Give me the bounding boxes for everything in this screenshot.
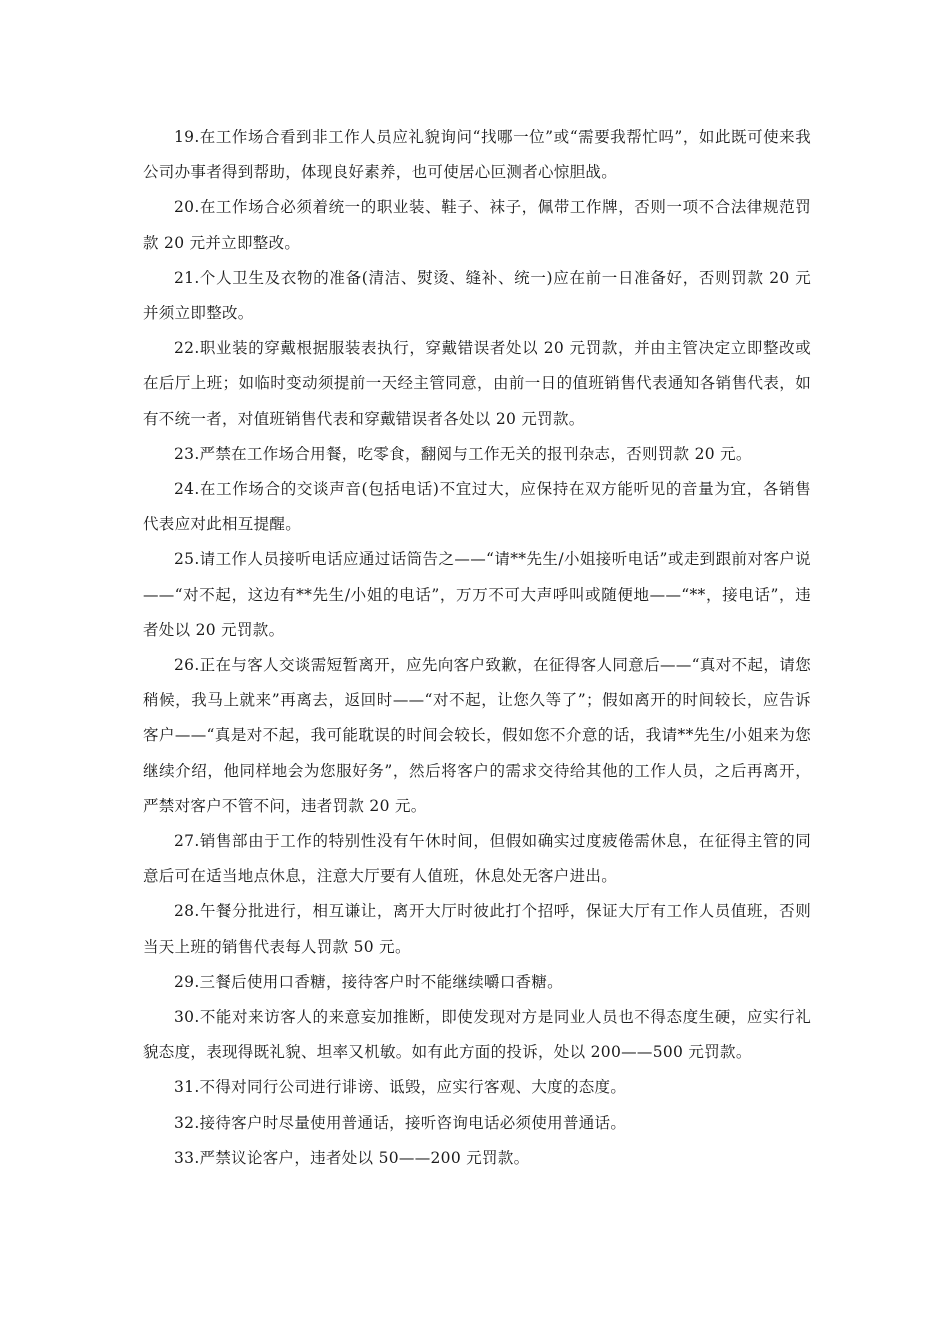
rule-20-paragraph: 20.在工作场合必须着统一的职业装、鞋子、袜子，佩带工作牌，否则一项不合法律规范罚款 20 元并立即整改。 — [143, 198, 811, 252]
rule-21-paragraph: 21.个人卫生及衣物的准备(清洁、熨烫、缝补、统一)应在前一日准备好，否则罚款 20 元并须立即整改。 — [143, 268, 811, 323]
rule-33-paragraph: 33.严禁议论客户，违者处以 50——200 元罚款。 — [174, 1148, 530, 1167]
rule-23-paragraph: 23.严禁在工作场合用餐，吃零食，翻阅与工作无关的报刊杂志，否则罚款 20 元。 — [174, 444, 752, 463]
rule-24-paragraph: 24.在工作场合的交谈声音(包括电话)不宜过大，应保持在双方能听见的音量为宜，各销售代表应对此相互提醒。 — [143, 480, 811, 534]
rule-19-paragraph: 19.在工作场合看到非工作人员应礼貌询问“找哪一位”或“需要我帮忙吗”，如此既可使来我公司办事者得到帮助，体现良好素养，也可使居心叵测者心惊胆战。 — [143, 128, 811, 182]
rule-25-paragraph: 25.请工作人员接听电话应通过话筒告之——“请**先生/小姐接听电话”或走到跟前对客户说——“对不起，这边有**先生/小姐的电话”，万万不可大声呼叫或随便地——“**，接电话”，违者处以 20 元罚款。 — [143, 550, 811, 639]
rule-30-paragraph: 30.不能对来访客人的来意妄加推断，即使发现对方是同业人员也不得态度生硬，应实行礼貌态度，表现得既礼貌、坦率又机敏。如有此方面的投诉，处以 200——500 元罚款。 — [143, 1008, 811, 1062]
rule-29-paragraph: 29.三餐后使用口香糖，接待客户时不能继续嚼口香糖。 — [174, 972, 563, 991]
rule-32-paragraph: 32.接待客户时尽量使用普通话，接听咨询电话必须使用普通话。 — [174, 1113, 627, 1132]
rule-28-paragraph: 28.午餐分批进行，相互谦让，离开大厅时彼此打个招呼，保证大厅有工作人员值班，否则当天上班的销售代表每人罚款 50 元。 — [143, 902, 811, 956]
rule-22-paragraph: 22.职业装的穿戴根据服装表执行，穿戴错误者处以 20 元罚款，并由主管决定立即整改或在后厅上班；如临时变动须提前一天经主管同意，由前一日的值班销售代表通知各销售代表，如有不统一者，对值班销售代表和穿戴错误者各处以 20 元罚款。 — [143, 339, 811, 428]
document-body — [143, 120, 811, 1176]
rule-27-paragraph: 27.销售部由于工作的特别性没有午休时间，但假如确实过度疲倦需休息，在征得主管的同意后可在适当地点休息，注意大厅要有人值班，休息处无客户进出。 — [143, 832, 811, 886]
rule-26-paragraph: 26.正在与客人交谈需短暂离开，应先向客户致歉，在征得客人同意后——“真对不起，请您稍候，我马上就来”再离去，返回时——“对不起，让您久等了”；假如离开的时间较长，应告诉客户——“真是对不起，我可能耽误的时间会较长，假如您不介意的话，我请**先生/小姐来为您继续介绍，他同样地会为您服好务”，然后将客户的需求交待给其他的工作人员，之后再离开，严禁对客户不管不问，违者罚款 20 元。 — [143, 656, 811, 815]
rule-31-paragraph: 31.不得对同行公司进行诽谤、诋毁，应实行客观、大度的态度。 — [174, 1078, 627, 1097]
